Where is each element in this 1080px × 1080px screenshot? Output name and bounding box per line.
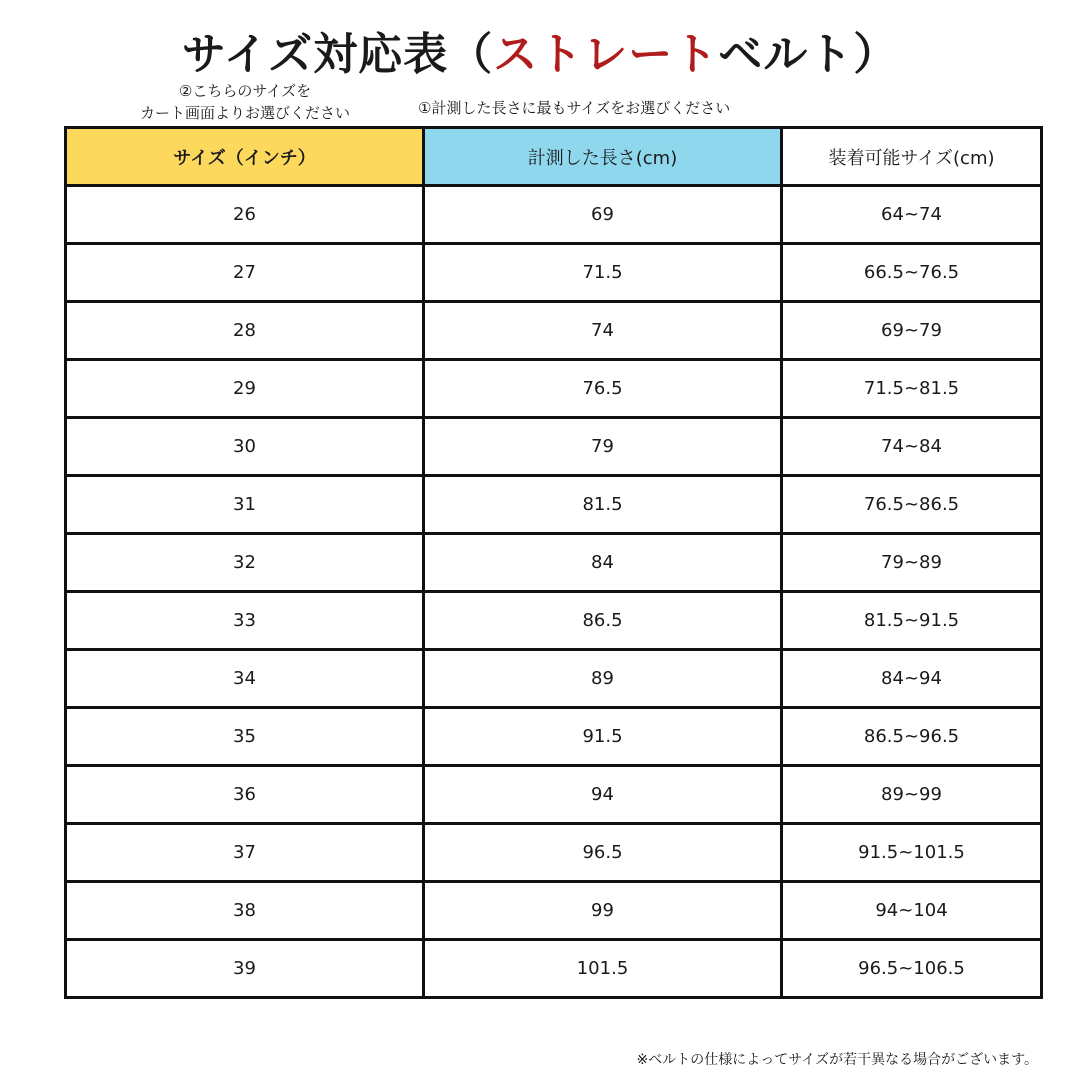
title-main: サイズ対応表（ bbox=[181, 29, 494, 80]
table-row bbox=[66, 824, 1042, 882]
cell-measured-length: 86.5 bbox=[424, 592, 782, 650]
page-title bbox=[0, 18, 1080, 82]
cell-size-inch: 31 bbox=[66, 476, 424, 534]
cell-measured-length: 99 bbox=[424, 882, 782, 940]
cell-measured-length: 96.5 bbox=[424, 824, 782, 882]
cell-size-inch: 26 bbox=[66, 186, 424, 244]
cell-fit-range: 64~74 bbox=[782, 186, 1042, 244]
cell-fit-range: 74~84 bbox=[782, 418, 1042, 476]
header-size-inch: サイズ（インチ） bbox=[66, 128, 424, 186]
cell-size-inch: 35 bbox=[66, 708, 424, 766]
cell-fit-range: 91.5~101.5 bbox=[782, 824, 1042, 882]
size-table bbox=[64, 126, 1043, 999]
cell-measured-length: 89 bbox=[424, 650, 782, 708]
cell-fit-range: 89~99 bbox=[782, 766, 1042, 824]
cell-size-inch: 36 bbox=[66, 766, 424, 824]
cell-measured-length: 76.5 bbox=[424, 360, 782, 418]
header-fit-range: 装着可能サイズ(cm) bbox=[782, 128, 1042, 186]
table-row bbox=[66, 650, 1042, 708]
table-row bbox=[66, 708, 1042, 766]
cell-measured-length: 91.5 bbox=[424, 708, 782, 766]
footnote: ※ベルトの仕様によってサイズが若干異なる場合がございます。 bbox=[636, 1052, 1038, 1068]
table-row bbox=[66, 360, 1042, 418]
note-left-line1: ②こちらのサイズを bbox=[178, 82, 312, 100]
cell-measured-length: 74 bbox=[424, 302, 782, 360]
cell-measured-length: 79 bbox=[424, 418, 782, 476]
cell-measured-length: 81.5 bbox=[424, 476, 782, 534]
cell-fit-range: 66.5~76.5 bbox=[782, 244, 1042, 302]
cell-measured-length: 84 bbox=[424, 534, 782, 592]
note-measure-instruction: ①計測した長さに最もサイズをお選びください bbox=[418, 99, 731, 117]
cell-size-inch: 29 bbox=[66, 360, 424, 418]
cell-fit-range: 94~104 bbox=[782, 882, 1042, 940]
cell-size-inch: 34 bbox=[66, 650, 424, 708]
table-row bbox=[66, 592, 1042, 650]
cell-measured-length: 71.5 bbox=[424, 244, 782, 302]
cell-fit-range: 86.5~96.5 bbox=[782, 708, 1042, 766]
table-row bbox=[66, 302, 1042, 360]
table-row bbox=[66, 186, 1042, 244]
title-rest: ベルト） bbox=[718, 29, 899, 80]
table-header-row bbox=[66, 128, 1042, 186]
note-left-line2: カート画面よりお選びください bbox=[139, 104, 350, 122]
cell-size-inch: 38 bbox=[66, 882, 424, 940]
cell-measured-length: 94 bbox=[424, 766, 782, 824]
cell-size-inch: 30 bbox=[66, 418, 424, 476]
table-row bbox=[66, 476, 1042, 534]
table-row bbox=[66, 882, 1042, 940]
cell-fit-range: 79~89 bbox=[782, 534, 1042, 592]
cell-measured-length: 101.5 bbox=[424, 940, 782, 998]
cell-size-inch: 37 bbox=[66, 824, 424, 882]
cell-fit-range: 76.5~86.5 bbox=[782, 476, 1042, 534]
note-select-in-cart bbox=[120, 80, 370, 124]
table-body bbox=[66, 186, 1042, 998]
cell-size-inch: 28 bbox=[66, 302, 424, 360]
cell-fit-range: 81.5~91.5 bbox=[782, 592, 1042, 650]
table-row bbox=[66, 766, 1042, 824]
cell-measured-length: 69 bbox=[424, 186, 782, 244]
title-accent: ストレート bbox=[493, 29, 719, 80]
table-row bbox=[66, 418, 1042, 476]
cell-size-inch: 27 bbox=[66, 244, 424, 302]
header-measured-length: 計測した長さ(cm) bbox=[424, 128, 782, 186]
cell-size-inch: 33 bbox=[66, 592, 424, 650]
table-row bbox=[66, 244, 1042, 302]
cell-fit-range: 96.5~106.5 bbox=[782, 940, 1042, 998]
cell-fit-range: 71.5~81.5 bbox=[782, 360, 1042, 418]
cell-fit-range: 69~79 bbox=[782, 302, 1042, 360]
table-row bbox=[66, 940, 1042, 998]
cell-size-inch: 39 bbox=[66, 940, 424, 998]
cell-fit-range: 84~94 bbox=[782, 650, 1042, 708]
cell-size-inch: 32 bbox=[66, 534, 424, 592]
table-row bbox=[66, 534, 1042, 592]
